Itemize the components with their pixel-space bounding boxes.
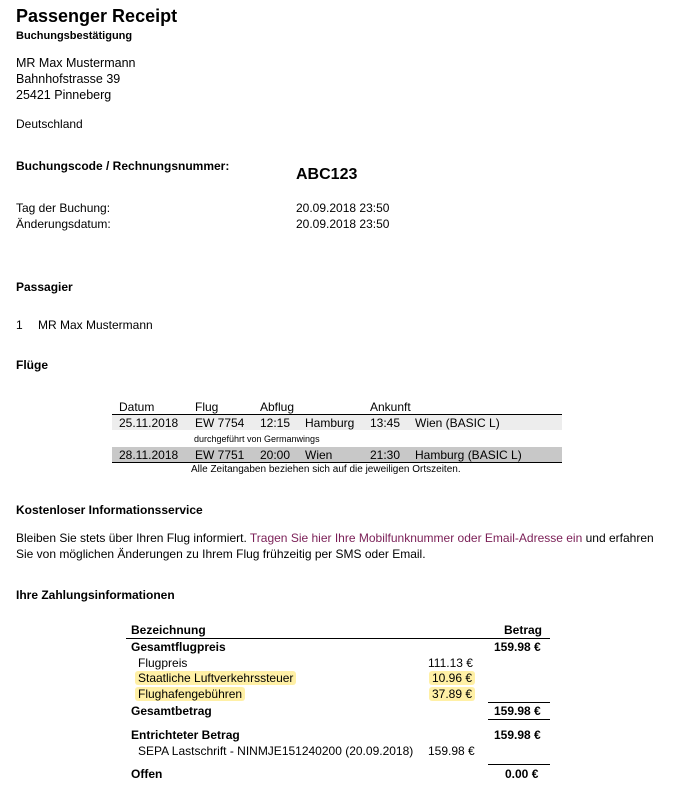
highlight: Staatliche Luftverkehrssteuer [135, 671, 296, 685]
address-street: Bahnhofstrasse 39 [16, 72, 121, 86]
flight-arr-time: 13:45 [370, 416, 401, 430]
flights-table-header [112, 399, 562, 415]
operated-by-note: durchgeführt von Germanwings [194, 434, 320, 444]
fare-item-amount: 111.13 € [428, 656, 473, 670]
booking-date-value: 20.09.2018 23:50 [296, 201, 390, 215]
grand-total-label: Gesamtbetrag [131, 704, 212, 718]
passenger-heading: Passagier [16, 280, 73, 294]
col-departure: Abflug [260, 400, 295, 414]
fare-item-amount [432, 687, 475, 701]
flight-number: EW 7751 [195, 448, 245, 462]
total-rule [488, 719, 550, 720]
total-fare-label: Gesamtflugpreis [131, 640, 226, 654]
highlight: 10.96 € [429, 671, 475, 685]
flight-dep-city: Wien [305, 448, 333, 462]
time-zone-note: Alle Zeitangaben beziehen sich auf die jeweiligen Ortszeiten. [191, 464, 461, 475]
flight-row [112, 447, 562, 463]
payment-heading: Ihre Zahlungsinformationen [16, 588, 175, 602]
flight-dep-time: 20:00 [260, 448, 291, 462]
flight-row [112, 415, 562, 430]
open-rule [488, 764, 550, 765]
flights-heading: Flüge [16, 358, 48, 372]
changed-date-value: 20.09.2018 23:50 [296, 217, 390, 231]
fare-item-amount [432, 671, 475, 685]
grand-total-amount: 159.98 € [494, 704, 541, 718]
flight-arr-city: Wien (BASIC L) [415, 416, 500, 430]
fare-item-label: Flugpreis [138, 656, 188, 670]
address-country: Deutschland [16, 117, 83, 131]
flight-date: 25.11.2018 [119, 416, 179, 430]
paid-label: Entrichteter Betrag [131, 728, 240, 742]
changed-date-label: Änderungsdatum: [16, 217, 111, 231]
payment-header-rule [126, 638, 550, 639]
open-label: Offen [131, 767, 163, 781]
flight-dep-city: Hamburg [305, 416, 355, 430]
payment-method: SEPA Lastschrift - NINMJE151240200 (20.09.2018) [138, 744, 414, 758]
register-contact-link[interactable]: Tragen Sie hier Ihre Mobilfunknummer oder Email-Adresse ein [249, 531, 583, 545]
paid-total-amount: 159.98 € [494, 728, 541, 742]
page-title: Passenger Receipt [16, 6, 178, 26]
info-text-after: und erfahren [585, 531, 654, 545]
booking-date-label: Tag der Buchung: [16, 201, 111, 215]
flight-date: 28.11.2018 [119, 448, 179, 462]
flight-arr-time: 21:30 [370, 448, 401, 462]
payment-col-amount: Betrag [504, 623, 543, 637]
fare-item-label [138, 671, 296, 685]
flight-arr-city: Hamburg (BASIC L) [415, 448, 522, 462]
passenger-number: 1 [16, 318, 23, 332]
page-subtitle: Buchungsbestätigung [16, 30, 133, 42]
highlight: 37.89 € [429, 687, 475, 701]
info-service-text [16, 531, 654, 545]
fare-item-label [138, 687, 245, 701]
booking-code-label: Buchungscode / Rechnungsnummer: [16, 159, 230, 173]
col-flight: Flug [195, 400, 219, 414]
col-date: Datum [119, 400, 155, 414]
col-arrival: Ankunft [370, 400, 411, 414]
highlight: Flughafengebühren [135, 687, 245, 701]
flight-number: EW 7754 [195, 416, 245, 430]
address-city: 25421 Pinneberg [16, 88, 112, 102]
info-service-heading: Kostenloser Informationsservice [16, 503, 203, 517]
booking-code: ABC123 [296, 166, 358, 183]
info-service-text-line2: Sie von möglichen Änderungen zu Ihrem Flug frühzeitig per SMS oder Email. [16, 547, 426, 561]
info-text-before: Bleiben Sie stets über Ihren Flug informiert. [16, 531, 247, 545]
passenger-name: MR Max Mustermann [38, 318, 153, 332]
subtotal-rule [488, 702, 550, 703]
flight-dep-time: 12:15 [260, 416, 291, 430]
payment-col-description: Bezeichnung [131, 623, 206, 637]
open-amount: 0.00 € [505, 767, 539, 781]
payment-method-amount: 159.98 € [428, 744, 475, 758]
address-name: MR Max Mustermann [16, 56, 136, 70]
total-fare-amount: 159.98 € [494, 640, 541, 654]
